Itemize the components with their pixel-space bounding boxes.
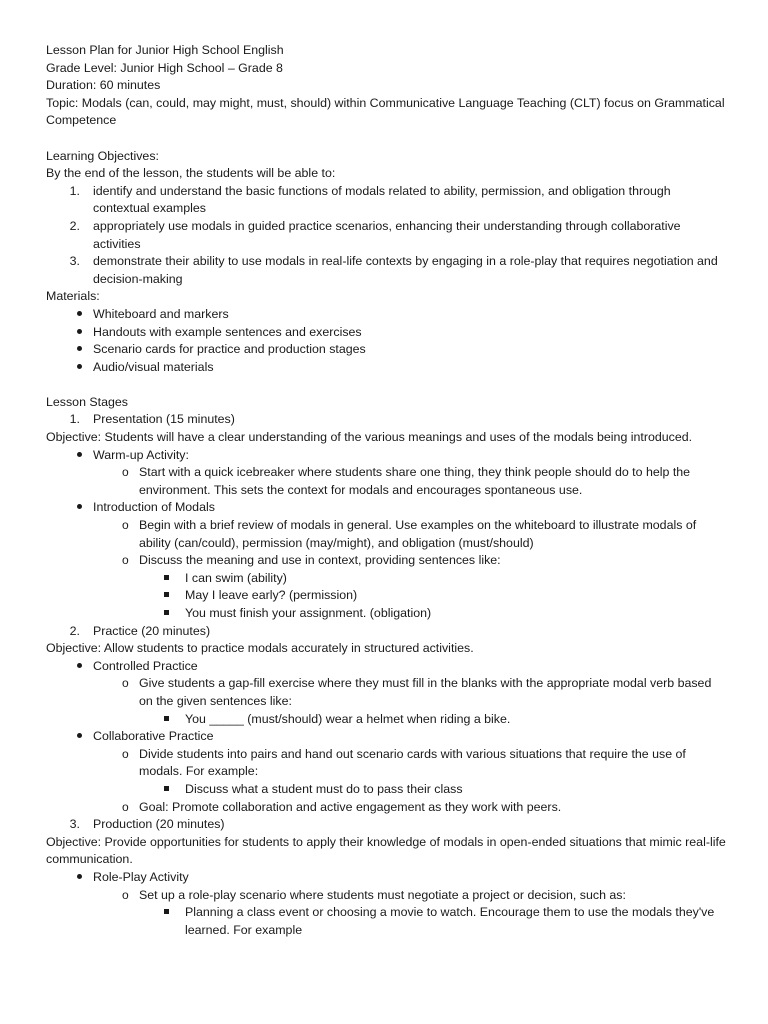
material-text: Whiteboard and markers (93, 306, 229, 321)
circle-bullet-icon: o (122, 553, 129, 568)
bullet-icon (46, 324, 80, 342)
list-number: 2. (69, 623, 80, 638)
roleplay-title-text: Role-Play Activity (93, 869, 189, 884)
intro-text: Begin with a brief review of modals in general. Use examples on the whiteboard to illustrate modals of ability (can/could), permission (may/might), and obligation (must/should) (139, 518, 697, 550)
goal-text: Goal: Promote collaboration and active engagement as they work with peers. (139, 799, 562, 814)
lesson-plan-document (46, 42, 726, 939)
collab-title-text: Collaborative Practice (93, 729, 214, 744)
collab-description (46, 746, 726, 781)
warmup-heading (46, 447, 726, 465)
spacer (46, 130, 726, 148)
spacer (46, 376, 726, 394)
material-text: Handouts with example sentences and exercises (93, 324, 362, 339)
roleplay-description (46, 887, 726, 905)
stage-title-text: Production (20 minutes) (93, 817, 225, 832)
objective-item (46, 218, 726, 253)
circle-bullet-icon: o (122, 465, 129, 480)
example-sentence (46, 570, 726, 588)
example-text: I can swim (ability) (185, 570, 287, 585)
objective-text: demonstrate their ability to use modals in real-life contexts by engaging in a role-play that requires negotiation and decision-making (93, 254, 718, 286)
collab-text: Divide students into pairs and hand out scenario cards with various situations that require the use of modals. For example: (139, 746, 686, 779)
warmup-title-text: Warm-up Activity: (93, 447, 189, 462)
stages-heading: Lesson Stages (46, 394, 128, 409)
duration: Duration: 60 minutes (46, 78, 161, 93)
collaborative-practice-heading (46, 728, 726, 746)
material-item (46, 306, 726, 324)
circle-bullet-icon: o (122, 746, 129, 761)
objective-text: identify and understand the basic functions of modals related to ability, permission, and obligation through contextual examples (93, 183, 671, 216)
square-bullet-icon (162, 711, 174, 729)
bullet-icon (46, 306, 80, 324)
production-objective: Objective: Provide opportunities for students to apply their knowledge of modals in open-ended situations that mimic real-life communication. (46, 834, 726, 867)
square-bullet-icon (162, 605, 174, 623)
material-item (46, 359, 726, 377)
presentation-objective: Objective: Students will have a clear understanding of the various meanings and uses of the modals being introduced. (46, 430, 693, 445)
list-number: 1. (69, 412, 80, 427)
stage-title-text: Presentation (15 minutes) (93, 412, 235, 427)
example-sentence (46, 605, 726, 623)
material-text: Audio/visual materials (93, 359, 214, 374)
objectives-heading: Learning Objectives: (46, 148, 159, 163)
list-number: 2. (69, 218, 80, 233)
example-sentence (46, 781, 726, 799)
list-number: 1. (69, 183, 80, 198)
controlled-title-text: Controlled Practice (93, 658, 198, 673)
objective-item (46, 183, 726, 218)
warmup-description (46, 464, 726, 499)
objective-item (46, 253, 726, 288)
circle-bullet-icon: o (122, 887, 129, 902)
material-text: Scenario cards for practice and production stages (93, 342, 366, 357)
bullet-icon (46, 499, 80, 517)
example-text: You _____ (must/should) wear a helmet when riding a bike. (185, 711, 511, 726)
intro-title-text: Introduction of Modals (93, 500, 215, 515)
warmup-text: Start with a quick icebreaker where students share one thing, they think people should do to help the environment. This sets the context for modals and encourages spontaneous use. (139, 465, 691, 497)
bullet-icon (46, 658, 80, 676)
controlled-practice-heading (46, 658, 726, 676)
practice-objective: Objective: Allow students to practice modals accurately in structured activities. (46, 641, 474, 656)
stage-production-title (46, 816, 726, 834)
example-sentence (46, 587, 726, 605)
example-sentence (46, 904, 726, 939)
objectives-intro: By the end of the lesson, the students will be able to: (46, 166, 336, 181)
stage-practice-title (46, 623, 726, 641)
bullet-icon (46, 341, 80, 359)
square-bullet-icon (162, 570, 174, 588)
bullet-icon (46, 447, 80, 465)
square-bullet-icon (162, 587, 174, 605)
intro-description (46, 517, 726, 552)
controlled-description (46, 675, 726, 710)
roleplay-heading (46, 869, 726, 887)
example-text: Planning a class event or choosing a movie to watch. Encourage them to use the modals they've learned. For example (185, 905, 715, 937)
document-title: Lesson Plan for Junior High School English (46, 43, 284, 57)
intro-description (46, 552, 726, 570)
list-number: 3. (69, 817, 80, 832)
stage-presentation-title (46, 411, 726, 429)
controlled-text: Give students a gap-fill exercise where they must fill in the blanks with the appropriate modal verb based on the given sentences like: (139, 676, 712, 708)
example-text: May I leave early? (permission) (185, 588, 358, 603)
example-text: Discuss what a student must do to pass their class (185, 781, 463, 796)
circle-bullet-icon: o (122, 799, 129, 814)
topic: Topic: Modals (can, could, may might, must, should) within Communicative Language Teaching (CLT) focus on Grammatical Competence (46, 95, 725, 128)
roleplay-text: Set up a role-play scenario where students must negotiate a project or decision, such as: (139, 887, 626, 902)
material-item (46, 324, 726, 342)
bullet-icon (46, 359, 80, 377)
material-item (46, 341, 726, 359)
circle-bullet-icon: o (122, 518, 129, 533)
stage-title-text: Practice (20 minutes) (93, 623, 211, 638)
intro-modals-heading (46, 499, 726, 517)
bullet-icon (46, 869, 80, 887)
grade-level: Grade Level: Junior High School – Grade 8 (46, 60, 283, 75)
objective-text: appropriately use modals in guided practice scenarios, enhancing their understanding through collaborative activities (93, 218, 681, 251)
circle-bullet-icon: o (122, 676, 129, 691)
example-sentence (46, 711, 726, 729)
list-number: 3. (69, 254, 80, 269)
square-bullet-icon (162, 781, 174, 799)
bullet-icon (46, 728, 80, 746)
materials-heading: Materials: (46, 289, 100, 304)
example-text: You must finish your assignment. (obligation) (185, 606, 432, 620)
intro-text: Discuss the meaning and use in context, providing sentences like: (139, 553, 501, 568)
collab-goal (46, 799, 726, 817)
square-bullet-icon (162, 904, 174, 922)
